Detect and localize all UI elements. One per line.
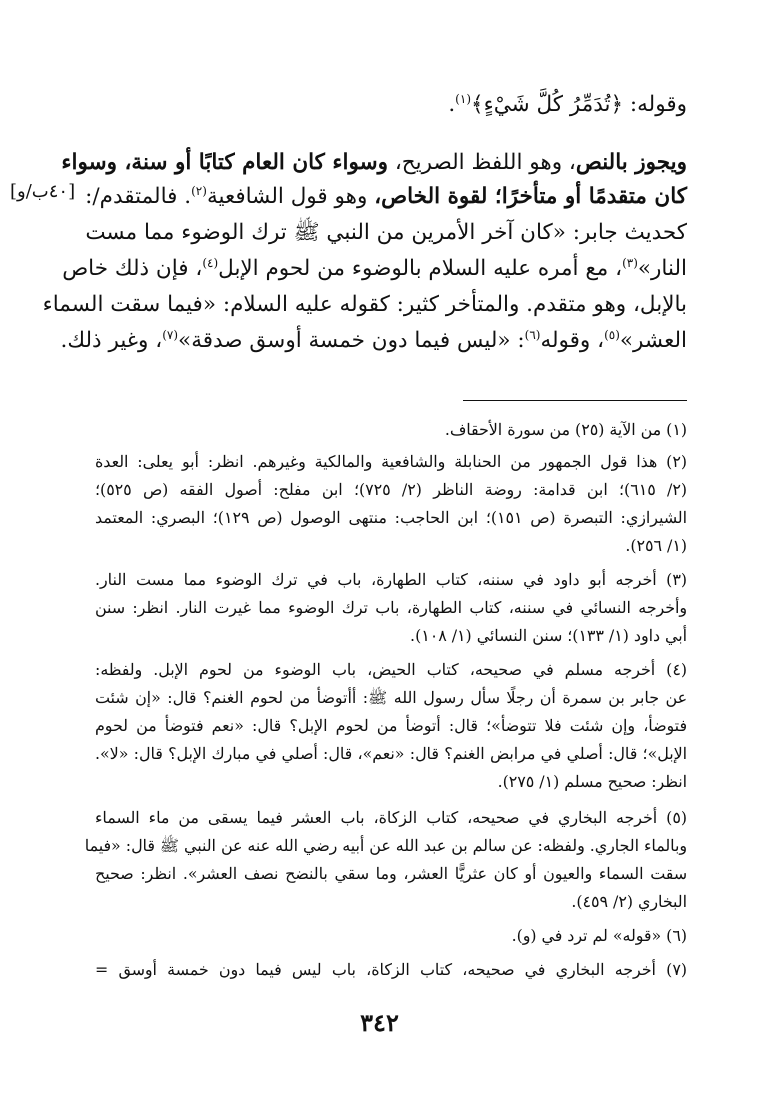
footnote-2-line-2: (٢/ ٦١٥)؛ ابن قدامة: روضة الناظر (٢/ ٧٢٥)؛ ابن مفلح: أصول الفقه (ص ٥٢٥)؛: [95, 480, 688, 499]
footnote-3-line-3: أبي داود (١/ ١٣٣)؛ سنن النسائي (١/ ١٠٨).: [410, 626, 687, 645]
manuscript-folio-marker: [٤٠ب/و]: [10, 181, 76, 202]
main-text-line-4: كحديث جابر: «كان آخر الأمرين من النبي ﷺ ترك الوضوء مما مست: [85, 220, 687, 245]
main-text-line-6: بالإبل، وهو متقدم. والمتأخر كثير: كقوله عليه السلام: «فيما سقت السماء: [42, 292, 687, 317]
footnote-5-line-2: وبالماء الجاري. ولفظه: عن سالم بن عبد الله عن أبيه رضي الله عنه عن النبي ﷺ قال: «فيما: [84, 836, 687, 855]
main-text-line-5: النار»$^{(٣)}$، مع أمره عليه السلام بالوضوء من لحوم الإبل$^{(٤)}$، فإن ذلك خاص: [62, 255, 687, 281]
footnote-4-line-1: (٤) أخرجه مسلم في صحيحه، كتاب الحيض، باب الوضوء من لحوم الإبل. ولفظه:: [95, 660, 687, 679]
footnote-6: (٦) «قوله» لم ترد في (و).: [511, 926, 687, 945]
quran-quote: وقوله: ﴿تُدَمِّرُ كُلَّ شَيْءٍ﴾: [471, 92, 687, 117]
footnote-divider: [463, 400, 687, 401]
footnote-ref-3: (٣): [622, 255, 638, 270]
footnote-ref-6: (٦): [524, 327, 541, 342]
footnote-3-line-2: وأخرجه النسائي في سننه، كتاب الطهارة، باب ترك الوضوء مما غيرت النار. انظر: سنن: [95, 598, 687, 617]
footnote-2-line-3: الشيرازي: التبصرة (ص ١٥١)؛ ابن الحاجب: منتهى الوصول (ص ١٢٩)؛ البصري: المعتمد: [95, 508, 688, 527]
footnote-1: (١) من الآية (٢٥) من سورة الأحقاف.: [444, 420, 687, 439]
footnote-5-line-1: (٥) أخرجه البخاري في صحيحه، كتاب الزكاة، باب العشر فيما يسقى من ماء السماء: [95, 808, 687, 827]
footnote-3-line-1: (٣) أخرجه أبو داود في سننه، كتاب الطهارة، باب في ترك الوضوء مما مست النار.: [95, 570, 687, 589]
footnote-4-line-3: فتوضأ، وإن شئت فلا تتوضأ»؛ قال: أتوضأ من لحوم الإبل؟ قال: «نعم فتوضأ من لحوم: [95, 716, 687, 735]
footnote-ref-4: (٤): [202, 255, 219, 270]
footnote-5-line-4: البخاري (٢/ ٤٥٩).: [571, 892, 687, 911]
footnote-ref-1: (١): [455, 91, 471, 106]
footnote-ref-5: (٥): [604, 327, 620, 342]
main-text-line-1: وقوله: ﴿تُدَمِّرُ كُلَّ شَيْءٍ﴾$^{(١)}$.: [448, 91, 687, 117]
page-number: ٣٤٢: [360, 1008, 399, 1037]
footnote-ref-7: (٧): [162, 327, 179, 342]
main-text-line-2: ويجوز بالنص، وهو اللفظ الصريح، وسواء كان العام كتابًا أو سنة، وسواء: [61, 150, 687, 175]
footnote-2-line-1: (٢) هذا قول الجمهور من الحنابلة والشافعية والمالكية وغيرهم. انظر: أبو يعلى: العدة: [95, 452, 687, 471]
footnote-4-line-5: انظر: صحيح مسلم (١/ ٢٧٥).: [497, 772, 687, 791]
main-text-line-3: كان متقدمًا أو متأخرًا؛ لقوة الخاص، وهو قول الشافعية$^{(٢)}$. فالمتقدم/:: [85, 183, 687, 209]
main-text-line-7: العشر»$^{(٥)}$، وقوله$^{(٦)}$: «ليس فيما دون خمسة أوسق صدقة»$^{(٧)}$، وغير ذلك.: [60, 327, 687, 353]
footnote-ref-2: (٢): [191, 183, 207, 198]
footnote-4-line-2: عن جابر بن سمرة أن رجلًا سأل رسول الله ﷺ: أأتوضأ من لحوم الغنم؟ قال: «إن شئت: [95, 688, 687, 707]
footnote-5-line-3: سقت السماء والعيون أو كان عثريًّا العشر، وما سقي بالنضح نصف العشر». انظر: صحيح: [95, 864, 687, 883]
footnote-4-line-4: الإبل»؛ قال: أصلي في مرابض الغنم؟ قال: «نعم»، قال: أصلي في مبارك الإبل؟ قال: «لا».: [95, 744, 687, 763]
footnote-2-line-4: (١/ ٢٥٦).: [625, 536, 687, 555]
footnote-7-line-1: (٧) أخرجه البخاري في صحيحه، كتاب الزكاة، باب ليس فيما دون خمسة أوسق =: [95, 960, 687, 979]
